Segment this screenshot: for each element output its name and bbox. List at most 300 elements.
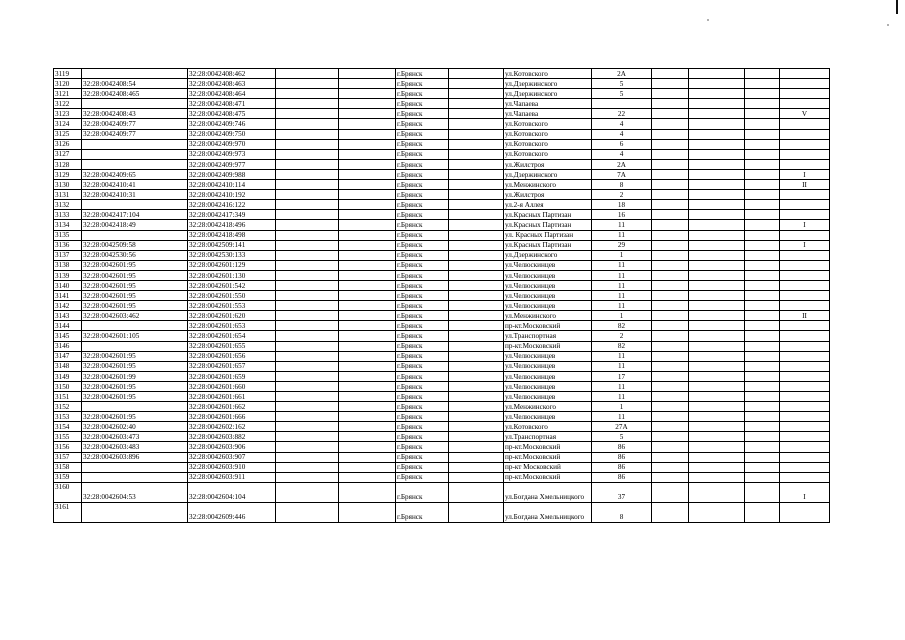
row-number: 3146 — [54, 341, 82, 351]
empty-cell — [652, 280, 689, 290]
empty-cell — [276, 220, 339, 230]
table-row — [54, 200, 830, 210]
cadastral-number-old: 32:28:0042601:95 — [82, 280, 188, 290]
empty-cell — [339, 190, 396, 200]
cadastral-number-old: 32:28:0042601:95 — [82, 392, 188, 402]
category-cell — [780, 210, 830, 220]
empty-cell — [745, 129, 780, 139]
empty-cell — [689, 321, 745, 331]
scan-speck — [707, 19, 709, 21]
empty-cell — [689, 129, 745, 139]
empty-cell — [652, 200, 689, 210]
street-cell: ул.Котовского — [504, 139, 592, 149]
empty-cell — [689, 331, 745, 341]
street-cell: ул.Красных Партизан — [504, 220, 592, 230]
cadastral-number-old — [82, 200, 188, 210]
row-number: 3123 — [54, 109, 82, 119]
cadastral-number-old: 32:28:0042601:95 — [82, 361, 188, 371]
street-cell: ул.Челюскинцев — [504, 301, 592, 311]
empty-cell — [652, 220, 689, 230]
empty-cell — [339, 341, 396, 351]
empty-cell — [689, 341, 745, 351]
empty-cell — [339, 149, 396, 159]
street-cell: ул.Транспортная — [504, 432, 592, 442]
empty-cell — [689, 502, 745, 522]
empty-cell — [449, 402, 504, 412]
category-cell — [780, 361, 830, 371]
category-cell — [780, 79, 830, 89]
cadastral-number-new: 32:28:0042410:114 — [188, 180, 276, 190]
street-cell: ул.Челюскинцев — [504, 361, 592, 371]
empty-cell — [449, 270, 504, 280]
empty-cell — [449, 119, 504, 129]
empty-cell — [689, 220, 745, 230]
cadastral-number-old: 32:28:0042408:54 — [82, 79, 188, 89]
cadastral-number-new: 32:28:0042601:553 — [188, 301, 276, 311]
empty-cell — [745, 331, 780, 341]
empty-cell — [339, 381, 396, 391]
category-cell — [780, 99, 830, 109]
empty-cell — [276, 371, 339, 381]
cadastral-number-new: 32:28:0042601:660 — [188, 381, 276, 391]
house-number-cell: 11 — [592, 280, 652, 290]
city-cell: г.Брянск — [396, 482, 449, 502]
table-row — [54, 311, 830, 321]
empty-cell — [339, 180, 396, 190]
table-row — [54, 99, 830, 109]
row-number: 3151 — [54, 392, 82, 402]
empty-cell — [745, 210, 780, 220]
house-number-cell: 8 — [592, 502, 652, 522]
row-number: 3147 — [54, 351, 82, 361]
category-cell — [780, 331, 830, 341]
city-cell: г.Брянск — [396, 99, 449, 109]
empty-cell — [745, 220, 780, 230]
empty-cell — [339, 220, 396, 230]
empty-cell — [652, 311, 689, 321]
category-cell — [780, 422, 830, 432]
category-cell — [780, 89, 830, 99]
empty-cell — [276, 402, 339, 412]
empty-cell — [689, 109, 745, 119]
empty-cell — [276, 392, 339, 402]
cadastral-number-old: 32:28:0042409:77 — [82, 119, 188, 129]
empty-cell — [745, 190, 780, 200]
empty-cell — [689, 159, 745, 169]
empty-cell — [689, 240, 745, 250]
empty-cell — [652, 99, 689, 109]
empty-cell — [339, 139, 396, 149]
table-row — [54, 452, 830, 462]
empty-cell — [689, 149, 745, 159]
house-number-cell: 86 — [592, 462, 652, 472]
category-cell — [780, 149, 830, 159]
street-cell: ул.Транспортная — [504, 331, 592, 341]
row-number: 3119 — [54, 69, 82, 79]
cadastral-number-new: 32:28:0042601:661 — [188, 392, 276, 402]
table-row — [54, 351, 830, 361]
table-row — [54, 462, 830, 472]
empty-cell — [449, 452, 504, 462]
street-cell: ул. Красных Партизан — [504, 230, 592, 240]
cadastral-number-new: 32:28:0042601:657 — [188, 361, 276, 371]
empty-cell — [276, 452, 339, 462]
cadastral-number-old: 32:28:0042601:95 — [82, 301, 188, 311]
house-number-cell: 5 — [592, 89, 652, 99]
street-cell: ул.Жилстроя — [504, 190, 592, 200]
empty-cell — [745, 69, 780, 79]
empty-cell — [652, 159, 689, 169]
empty-cell — [652, 240, 689, 250]
empty-cell — [652, 482, 689, 502]
empty-cell — [449, 260, 504, 270]
cadastral-number-old: 32:28:0042602:40 — [82, 422, 188, 432]
category-cell — [780, 502, 830, 522]
row-number: 3153 — [54, 412, 82, 422]
city-cell: г.Брянск — [396, 442, 449, 452]
house-number-cell: 86 — [592, 442, 652, 452]
house-number-cell: 11 — [592, 301, 652, 311]
empty-cell — [689, 230, 745, 240]
city-cell: г.Брянск — [396, 159, 449, 169]
table-row — [54, 159, 830, 169]
empty-cell — [745, 432, 780, 442]
street-cell: ул.Челюскинцев — [504, 280, 592, 290]
empty-cell — [449, 472, 504, 482]
empty-cell — [449, 351, 504, 361]
cadastral-number-old — [82, 159, 188, 169]
registry-table — [53, 68, 830, 523]
empty-cell — [339, 422, 396, 432]
empty-cell — [745, 412, 780, 422]
street-cell: ул.Дзержинского — [504, 79, 592, 89]
empty-cell — [339, 351, 396, 361]
category-cell — [780, 129, 830, 139]
empty-cell — [689, 200, 745, 210]
cadastral-number-new: 32:28:0042408:471 — [188, 99, 276, 109]
category-cell — [780, 301, 830, 311]
empty-cell — [689, 260, 745, 270]
street-cell: ул.Дзержинского — [504, 250, 592, 260]
row-number: 3154 — [54, 422, 82, 432]
empty-cell — [689, 99, 745, 109]
empty-cell — [652, 361, 689, 371]
house-number-cell: 1 — [592, 250, 652, 260]
street-cell: ул.Дзержинского — [504, 169, 592, 179]
city-cell: г.Брянск — [396, 250, 449, 260]
cadastral-number-new: 32:28:0042601:662 — [188, 402, 276, 412]
city-cell: г.Брянск — [396, 260, 449, 270]
cadastral-number-new: 32:28:0042409:973 — [188, 149, 276, 159]
category-cell: I — [780, 220, 830, 230]
street-cell: пр-кт.Московский — [504, 442, 592, 452]
empty-cell — [652, 180, 689, 190]
empty-cell — [276, 69, 339, 79]
cadastral-number-new: 32:28:0042601:130 — [188, 270, 276, 280]
empty-cell — [449, 89, 504, 99]
city-cell: г.Брянск — [396, 462, 449, 472]
cadastral-number-new: 32:28:0042408:462 — [188, 69, 276, 79]
row-number: 3124 — [54, 119, 82, 129]
empty-cell — [276, 139, 339, 149]
empty-cell — [689, 452, 745, 462]
empty-cell — [745, 341, 780, 351]
empty-cell — [339, 452, 396, 462]
category-cell — [780, 442, 830, 452]
cadastral-number-new: 32:28:0042409:970 — [188, 139, 276, 149]
table-row — [54, 260, 830, 270]
street-cell: пр-кт.Московский — [504, 341, 592, 351]
table-row — [54, 190, 830, 200]
category-cell — [780, 321, 830, 331]
category-cell — [780, 280, 830, 290]
empty-cell — [339, 260, 396, 270]
street-cell: пр-кт.Московский — [504, 472, 592, 482]
city-cell: г.Брянск — [396, 412, 449, 422]
empty-cell — [276, 230, 339, 240]
row-number: 3161 — [54, 502, 82, 522]
cadastral-number-new: 32:28:0042601:655 — [188, 341, 276, 351]
table-row — [54, 502, 830, 522]
table-row — [54, 361, 830, 371]
cadastral-number-old: 32:28:0042601:95 — [82, 270, 188, 280]
row-number: 3139 — [54, 270, 82, 280]
table-row — [54, 119, 830, 129]
table-row — [54, 220, 830, 230]
empty-cell — [689, 432, 745, 442]
row-number: 3142 — [54, 301, 82, 311]
empty-cell — [449, 442, 504, 452]
empty-cell — [652, 412, 689, 422]
street-cell: ул.Челюскинцев — [504, 381, 592, 391]
street-cell: ул.Красных Партизан — [504, 240, 592, 250]
cadastral-number-old: 32:28:0042601:95 — [82, 291, 188, 301]
city-cell: г.Брянск — [396, 180, 449, 190]
cadastral-number-new: 32:28:0042416:122 — [188, 200, 276, 210]
cadastral-number-new: 32:28:0042409:750 — [188, 129, 276, 139]
empty-cell — [652, 472, 689, 482]
empty-cell — [449, 291, 504, 301]
scan-speck — [887, 24, 889, 26]
empty-cell — [652, 422, 689, 432]
house-number-cell: 4 — [592, 149, 652, 159]
empty-cell — [339, 169, 396, 179]
empty-cell — [339, 472, 396, 482]
empty-cell — [339, 291, 396, 301]
cadastral-number-old: 32:28:0042410:41 — [82, 180, 188, 190]
empty-cell — [449, 180, 504, 190]
empty-cell — [745, 109, 780, 119]
city-cell: г.Брянск — [396, 432, 449, 442]
cadastral-number-old: 32:28:0042601:105 — [82, 331, 188, 341]
category-cell — [780, 341, 830, 351]
empty-cell — [745, 321, 780, 331]
empty-cell — [745, 230, 780, 240]
cadastral-number-old: 32:28:0042601:95 — [82, 260, 188, 270]
city-cell: г.Брянск — [396, 119, 449, 129]
city-cell: г.Брянск — [396, 109, 449, 119]
empty-cell — [449, 422, 504, 432]
category-cell: I — [780, 482, 830, 502]
city-cell: г.Брянск — [396, 331, 449, 341]
empty-cell — [745, 280, 780, 290]
cadastral-number-new: 32:28:0042601:666 — [188, 412, 276, 422]
empty-cell — [276, 442, 339, 452]
empty-cell — [276, 109, 339, 119]
house-number-cell: 22 — [592, 109, 652, 119]
category-cell — [780, 69, 830, 79]
category-cell — [780, 462, 830, 472]
empty-cell — [745, 311, 780, 321]
empty-cell — [449, 69, 504, 79]
city-cell: г.Брянск — [396, 190, 449, 200]
row-number: 3135 — [54, 230, 82, 240]
table-row — [54, 381, 830, 391]
house-number-cell: 17 — [592, 371, 652, 381]
category-cell — [780, 200, 830, 210]
cadastral-number-old: 32:28:0042601:99 — [82, 371, 188, 381]
category-cell — [780, 452, 830, 462]
house-number-cell: 11 — [592, 381, 652, 391]
cadastral-number-new: 32:28:0042601:542 — [188, 280, 276, 290]
street-cell: ул.Богдана Хмельницкого — [504, 502, 592, 522]
empty-cell — [745, 301, 780, 311]
empty-cell — [449, 159, 504, 169]
empty-cell — [652, 89, 689, 99]
cadastral-number-old — [82, 230, 188, 240]
cadastral-number-old: 32:28:0042409:65 — [82, 169, 188, 179]
empty-cell — [652, 169, 689, 179]
empty-cell — [276, 240, 339, 250]
empty-cell — [652, 210, 689, 220]
row-number: 3137 — [54, 250, 82, 260]
empty-cell — [745, 250, 780, 260]
street-cell: ул.Богдана Хмельницкого — [504, 482, 592, 502]
empty-cell — [745, 442, 780, 452]
empty-cell — [276, 341, 339, 351]
empty-cell — [276, 351, 339, 361]
table-row — [54, 129, 830, 139]
street-cell: ул.Менжинского — [504, 311, 592, 321]
row-number: 3121 — [54, 89, 82, 99]
city-cell: г.Брянск — [396, 291, 449, 301]
house-number-cell: 4 — [592, 119, 652, 129]
empty-cell — [689, 442, 745, 452]
empty-cell — [652, 260, 689, 270]
empty-cell — [449, 190, 504, 200]
cadastral-number-new: 32:28:0042601:129 — [188, 260, 276, 270]
house-number-cell: 37 — [592, 482, 652, 502]
cadastral-number-old: 32:28:0042530:56 — [82, 250, 188, 260]
empty-cell — [449, 502, 504, 522]
category-cell — [780, 159, 830, 169]
city-cell: г.Брянск — [396, 230, 449, 240]
empty-cell — [745, 260, 780, 270]
table-row — [54, 230, 830, 240]
table-row — [54, 280, 830, 290]
empty-cell — [689, 351, 745, 361]
empty-cell — [745, 240, 780, 250]
cadastral-number-old — [82, 472, 188, 482]
house-number-cell: 11 — [592, 270, 652, 280]
table-row — [54, 402, 830, 412]
house-number-cell: 86 — [592, 472, 652, 482]
city-cell: г.Брянск — [396, 200, 449, 210]
table-row — [54, 250, 830, 260]
empty-cell — [276, 129, 339, 139]
cadastral-number-old: 32:28:0042603:483 — [82, 442, 188, 452]
empty-cell — [745, 381, 780, 391]
street-cell: ул.Котовского — [504, 129, 592, 139]
empty-cell — [745, 180, 780, 190]
cadastral-number-new: 32:28:0042601:654 — [188, 331, 276, 341]
street-cell: ул.Жилстроя — [504, 159, 592, 169]
cadastral-number-new: 32:28:0042603:907 — [188, 452, 276, 462]
row-number: 3150 — [54, 381, 82, 391]
cadastral-number-old: 32:28:0042603:462 — [82, 311, 188, 321]
table-row — [54, 301, 830, 311]
empty-cell — [652, 119, 689, 129]
category-cell: I — [780, 169, 830, 179]
empty-cell — [745, 482, 780, 502]
cadastral-number-new: 32:28:0042601:656 — [188, 351, 276, 361]
table-row — [54, 432, 830, 442]
row-number: 3160 — [54, 482, 82, 502]
empty-cell — [276, 321, 339, 331]
table-row — [54, 139, 830, 149]
cadastral-number-new: 32:28:0042409:988 — [188, 169, 276, 179]
empty-cell — [276, 422, 339, 432]
cadastral-number-new: 32:28:0042409:977 — [188, 159, 276, 169]
city-cell: г.Брянск — [396, 220, 449, 230]
empty-cell — [689, 361, 745, 371]
empty-cell — [652, 331, 689, 341]
empty-cell — [339, 69, 396, 79]
empty-cell — [745, 361, 780, 371]
street-cell: ул.Челюскинцев — [504, 260, 592, 270]
house-number-cell: 11 — [592, 230, 652, 240]
empty-cell — [449, 280, 504, 290]
empty-cell — [339, 392, 396, 402]
empty-cell — [689, 412, 745, 422]
empty-cell — [339, 361, 396, 371]
empty-cell — [689, 180, 745, 190]
empty-cell — [745, 149, 780, 159]
city-cell: г.Брянск — [396, 240, 449, 250]
empty-cell — [689, 381, 745, 391]
empty-cell — [339, 462, 396, 472]
empty-cell — [745, 200, 780, 210]
city-cell: г.Брянск — [396, 472, 449, 482]
city-cell: г.Брянск — [396, 79, 449, 89]
house-number-cell: 2 — [592, 190, 652, 200]
empty-cell — [449, 371, 504, 381]
empty-cell — [449, 99, 504, 109]
house-number-cell: 1 — [592, 402, 652, 412]
cadastral-number-old: 32:28:0042418:49 — [82, 220, 188, 230]
empty-cell — [339, 230, 396, 240]
row-number: 3136 — [54, 240, 82, 250]
row-number: 3156 — [54, 442, 82, 452]
cadastral-number-new: 32:28:0042418:496 — [188, 220, 276, 230]
street-cell: ул.Котовского — [504, 69, 592, 79]
empty-cell — [449, 149, 504, 159]
table-row — [54, 472, 830, 482]
empty-cell — [449, 482, 504, 502]
street-cell: ул.Челюскинцев — [504, 371, 592, 381]
street-cell: пр-кт Московский — [504, 462, 592, 472]
street-cell: ул.Менжинского — [504, 180, 592, 190]
